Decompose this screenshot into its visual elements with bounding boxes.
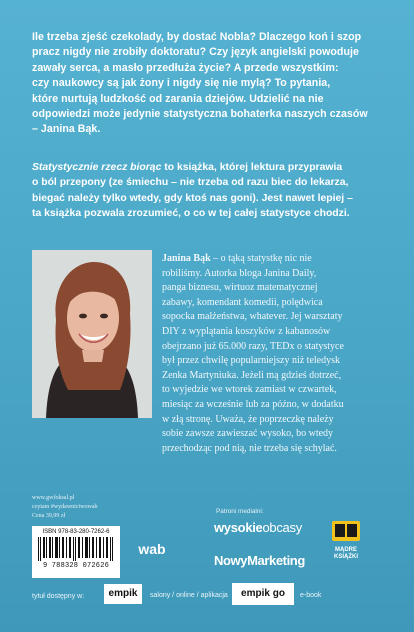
blurb-paragraph	[32, 30, 388, 138]
barcode	[32, 526, 120, 578]
blurb-line: zawały serca, a masło przedłuża życie? A przede wszystkim:	[32, 61, 339, 74]
author-bio	[162, 252, 388, 456]
patrons-label: Patroni medialni:	[216, 508, 264, 515]
author-photo	[32, 250, 152, 418]
publisher-website: www.gwfoksal.pl	[32, 495, 75, 501]
description-line: ta książka pozwala zrozumieć, o co w tej całej statystyce chodzi.	[32, 208, 350, 220]
publisher-logo	[138, 534, 166, 564]
ebook-text: e-book	[300, 592, 322, 599]
nowy-marketing-logo: NowyMarketing	[214, 553, 305, 568]
obcasy-text: obcasy	[262, 520, 302, 535]
bio-line: panga biznesu, wirtuoz matematycznej	[162, 282, 318, 294]
bio-line	[162, 252, 388, 267]
price-label: Cena 39,99 zł	[32, 513, 66, 519]
blurb-line: pracz nigdy nie zrobiły doktoratu? Czy język angielski powoduje	[32, 46, 359, 59]
wab-logo-icon	[138, 534, 166, 564]
bio-line: DIY z wyplątania koszyków z kabanosów	[162, 325, 331, 337]
bio-line: robiliśmy. Autorka bloga Janina Daily,	[162, 267, 317, 279]
bio-line: zabawy, komendant komedii, polędwica	[162, 296, 323, 308]
description-line: o ból przepony (ze śmiechu – nie trzeba od razu biec do lekarza,	[32, 177, 349, 189]
ean-number: 9 788328 072626	[42, 562, 109, 570]
description-line	[32, 160, 390, 175]
description-line: biegać należy tylko wtedy, gdy ktoś nas goni). Jest nawet lepiej –	[32, 192, 353, 204]
bio-line: był przez chwilę popularniejszy niż teledysk	[162, 355, 340, 367]
book-icon	[331, 518, 361, 542]
publisher-hashtag: czytam #wydawnictwowab	[32, 504, 98, 510]
bio-line: w złą stronę. Uważa, że poprzeczkę należy	[162, 413, 334, 425]
availability-label: tytuł dostępny w:	[32, 593, 85, 600]
ksiazki-text: KSIĄŻKI	[334, 554, 358, 560]
bio-line: obejrzano już 65.000 razy, TEDx o statystyce	[162, 340, 344, 352]
book-title-italic: Statystycznie rzecz biorąc	[32, 162, 162, 173]
bio-first-rest: – o tąką statystkę nic nie	[210, 253, 312, 264]
author-name: Janina Bąk	[162, 253, 211, 264]
description-line-rest: to książka, której lektura przyprawia	[161, 162, 343, 173]
bio-line: Zenka Martyniuka. Jeżeli mą gdzieś dotrzeć,	[162, 369, 342, 381]
blurb-line: – Janina Bąk.	[32, 123, 101, 136]
bio-line: przechodząc pod nią, nie trzeba się schylać.	[162, 442, 337, 454]
isbn-label: ISBN 978-83-280-7262-6	[42, 529, 110, 535]
bio-line: sobie zawsze zawieszać wysoko, bo wtedy	[162, 428, 334, 440]
blurb-line: które nurtują ludzkość od zarania dziejów. Udzielić na nie	[32, 92, 324, 105]
empik-logo: empik	[104, 584, 142, 604]
wab-logo-text: wab	[138, 541, 166, 557]
channels-text: salony / online / aplikacja	[150, 592, 228, 599]
bio-line: miesiąc za wcześnie lub za późno, w dodatku	[162, 398, 344, 410]
bio-line: sopocka małżeństwa, whatever. Jej warsztaty	[162, 311, 343, 323]
bio-line: to wyjedzie we wtorek zamiast w czwartek,	[162, 384, 337, 396]
wysokie-text: wysokie	[214, 520, 263, 535]
madre-ksiazki-logo	[327, 518, 365, 561]
blurb-line: czy naukowcy są jak żony i nigdy się nie mylą? To pytania,	[32, 77, 331, 90]
barcode-bars	[36, 537, 116, 561]
publisher-info	[32, 494, 97, 521]
wysokie-obcasy-logo	[214, 520, 302, 535]
author-photo-illustration	[32, 250, 152, 418]
description-paragraph	[32, 160, 390, 222]
footer-availability	[0, 583, 414, 613]
blurb-line: odpowiedzi może jedynie statystyczna bohaterka naszych czasów	[32, 108, 368, 121]
blurb-line: Ile trzeba zjeść czekolady, by dostać Nobla? Dlaczego koń i szop	[32, 31, 362, 43]
madre-text: MĄDRE	[335, 547, 357, 553]
empik-go-logo: empik go	[232, 583, 294, 605]
